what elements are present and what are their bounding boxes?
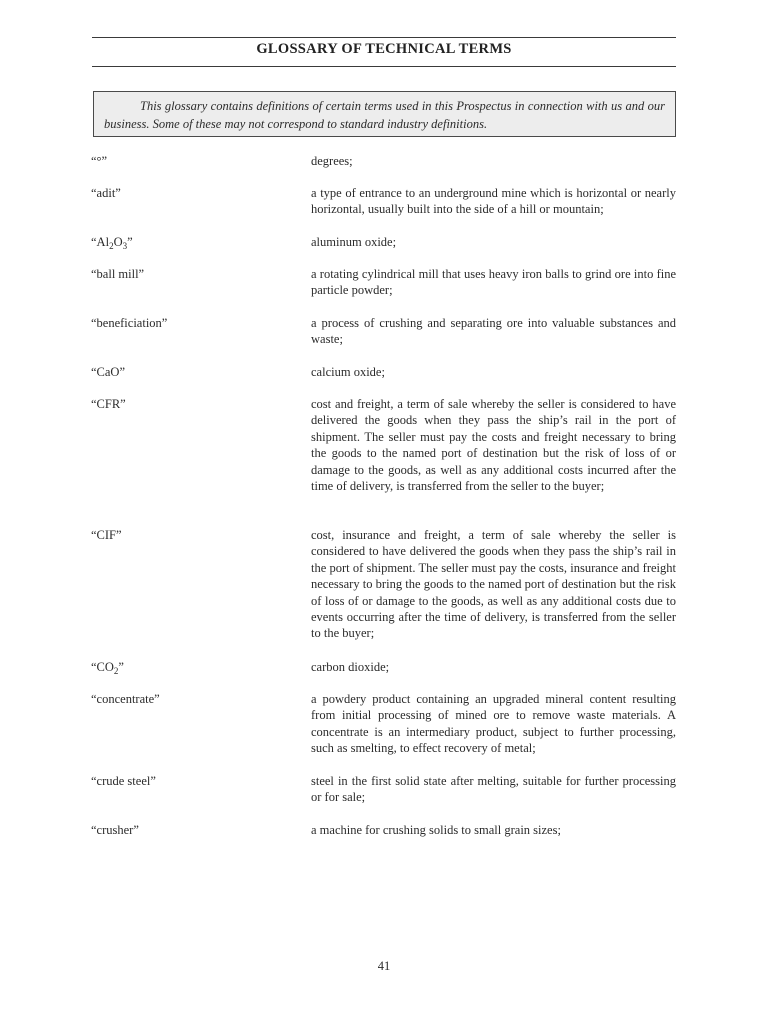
glossary-definition-cao: calcium oxide; bbox=[311, 365, 385, 379]
term-text: O bbox=[113, 235, 123, 249]
glossary-definition-crude-steel: steel in the first solid state after melting, suitable for further processing or for sale; bbox=[311, 774, 676, 805]
glossary-term-cif: “CIF” bbox=[91, 528, 122, 542]
term-subscript: 3 bbox=[122, 241, 128, 251]
glossary-definition-crusher: a machine for crushing solids to small grain sizes; bbox=[311, 823, 561, 837]
glossary-term-al2o3 bbox=[91, 234, 291, 250]
term-text: “CO bbox=[91, 660, 114, 674]
term-subscript: 2 bbox=[109, 241, 114, 251]
glossary-term-cao: “CaO” bbox=[91, 365, 126, 379]
glossary-definition-al2o3: aluminum oxide; bbox=[311, 235, 397, 249]
glossary-definition-beneficiation: a process of crushing and separating ore into valuable substances and waste; bbox=[311, 316, 676, 347]
term-text: “Al bbox=[91, 235, 110, 249]
glossary-term-crusher: “crusher” bbox=[91, 823, 139, 837]
header-top-rule bbox=[92, 37, 676, 38]
glossary-definition-cif: cost, insurance and freight, a term of sale whereby the seller is considered to have delivered the goods when they pass the ship’s rail in the port of shipment. The seller must pay the costs, insurance and freight necessary to bring the goods to the named port of destination but the risk of loss of or damage to the goods, as well as any additional costs due to events occurring after the time of delivery, is transferred from the seller to the buyer; bbox=[311, 528, 676, 641]
glossary-term-concentrate: “concentrate” bbox=[91, 692, 160, 706]
term-subscript: 2 bbox=[113, 666, 119, 676]
glossary-definition-degrees: degrees; bbox=[311, 154, 353, 168]
glossary-term-degrees: “°” bbox=[91, 154, 108, 168]
glossary-definition-co2: carbon dioxide; bbox=[311, 660, 390, 674]
glossary-term-co2 bbox=[91, 659, 291, 675]
term-text: ” bbox=[127, 235, 133, 249]
term-text: ” bbox=[118, 660, 124, 674]
glossary-term-adit: “adit” bbox=[91, 186, 121, 200]
glossary-definition-concentrate: a powdery product containing an upgraded mineral content resulting from initial processing of mined ore to remove waste materials. A concentrate is an intermediary product, subject to further processing, such as smelting, to effect recovery of metal; bbox=[311, 692, 676, 756]
intro-note-box bbox=[93, 91, 676, 137]
glossary-term-crude-steel: “crude steel” bbox=[91, 774, 156, 788]
glossary-term-ball-mill: “ball mill” bbox=[91, 267, 145, 281]
intro-text: This glossary contains definitions of certain terms used in this Prospectus in connection with us and our business. Some of these may not correspond to standard industry definitions. bbox=[104, 99, 665, 131]
glossary-definition-cfr: cost and freight, a term of sale whereby the seller is considered to have delivered the goods when they pass the ship’s rail in the port of shipment. The seller must pay the costs and freight necessary to bring the goods to the named port of destination but the risk of loss of or damage to the goods, as well as any additional costs incurred after the time of delivery, is transferred from the seller to the buyer; bbox=[311, 397, 676, 494]
glossary-definition-adit: a type of entrance to an underground mine which is horizontal or nearly horizontal, usually built into the side of a hill or mountain; bbox=[311, 186, 676, 217]
glossary-term-cfr: “CFR” bbox=[91, 397, 126, 411]
page-number: 41 bbox=[377, 959, 391, 973]
glossary-definition-ball-mill: a rotating cylindrical mill that uses heavy iron balls to grind ore into fine particle powder; bbox=[311, 267, 676, 298]
header-bottom-rule bbox=[92, 66, 676, 67]
page-title: GLOSSARY OF TECHNICAL TERMS bbox=[256, 41, 512, 57]
glossary-term-beneficiation: “beneficiation” bbox=[91, 316, 168, 330]
